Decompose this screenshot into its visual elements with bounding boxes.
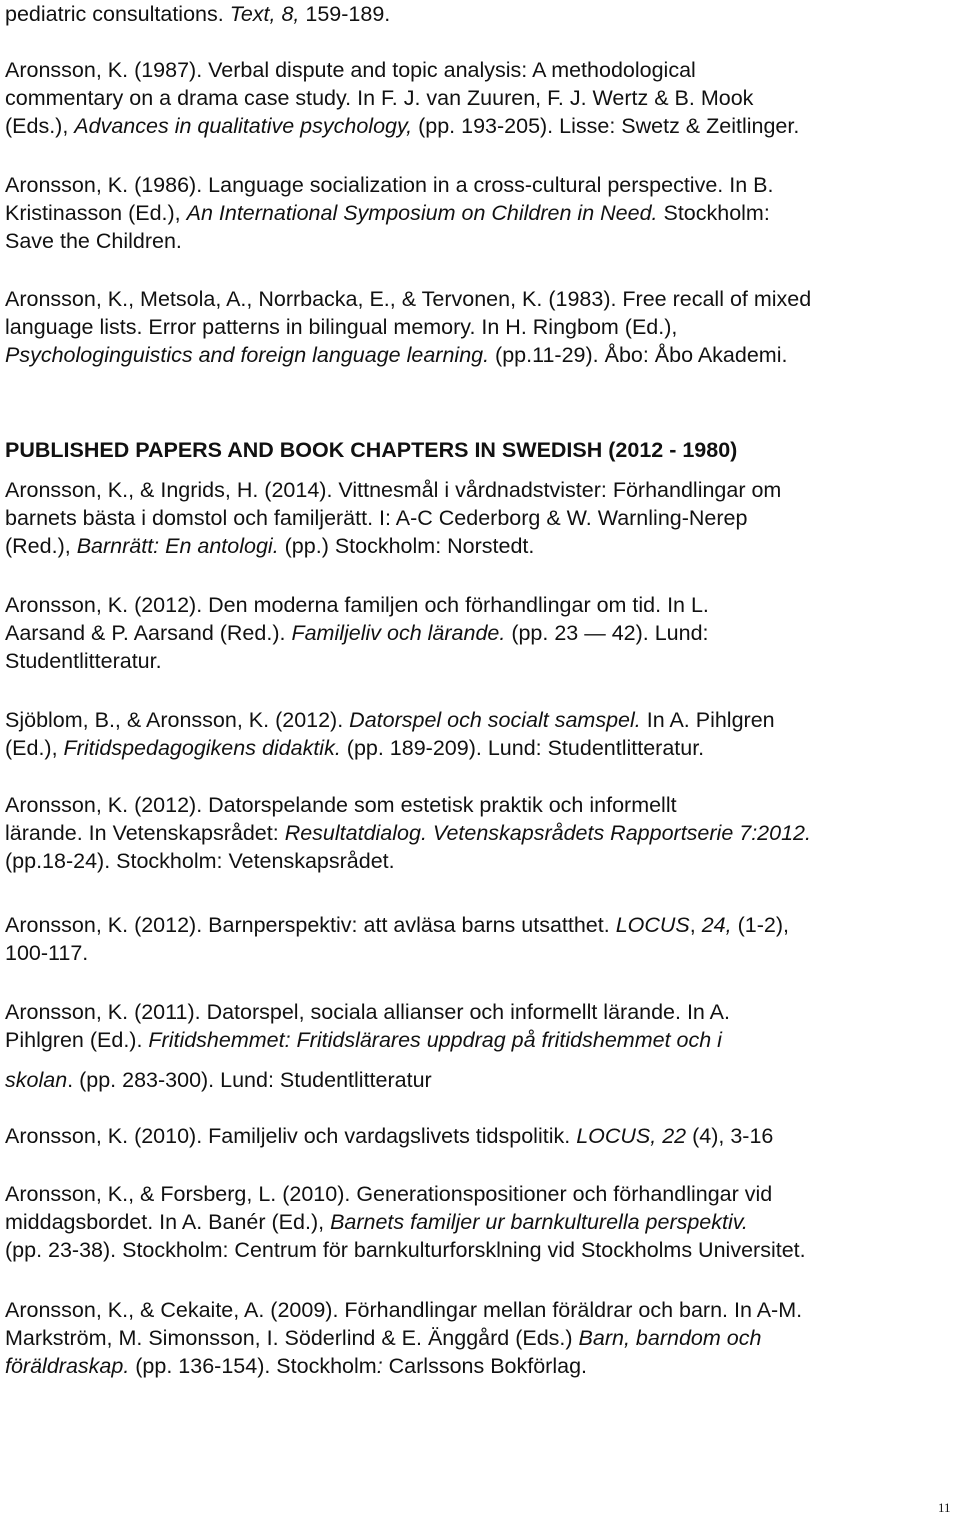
- text-segment: (pp.) Stockholm: Norstedt.: [278, 534, 535, 558]
- text-segment: . (pp. 283-300). Lund: Studentlitteratur: [67, 1068, 432, 1092]
- text-segment: Carlssons Bokförlag.: [382, 1354, 588, 1378]
- reference-line: [5, 112, 799, 140]
- italic-text: Barn, barndom och: [578, 1326, 762, 1350]
- reference-line: [5, 1236, 806, 1264]
- text-segment: Kristinasson (Ed.),: [5, 201, 187, 225]
- text-segment: (1-2),: [731, 913, 789, 937]
- italic-text: Familjeliv och lärande.: [291, 621, 506, 645]
- reference-line: [5, 56, 696, 84]
- italic-text: Resultatdialog. Vetenskapsrådets Rapportserie 7:2012.: [284, 821, 811, 845]
- reference-line: [5, 1352, 587, 1380]
- text-segment: Aarsand & P. Aarsand (Red.).: [5, 621, 292, 645]
- text-segment: language lists. Error patterns in bilingual memory. In H. Ringbom (Ed.),: [5, 315, 678, 339]
- italic-text: Advances in qualitative psychology,: [74, 114, 413, 138]
- text-segment: (Red.),: [5, 534, 77, 558]
- reference-line: [5, 0, 390, 28]
- reference-line: [5, 341, 787, 369]
- reference-line: [5, 1180, 772, 1208]
- reference-line: [5, 227, 182, 255]
- text-segment: middagsbordet. In A. Banér (Ed.),: [5, 1210, 331, 1234]
- italic-text: LOCUS, 22: [576, 1124, 687, 1148]
- reference-line: [5, 504, 747, 532]
- text-segment: (pp. 23-38). Stockholm: Centrum för barnkulturforsklning vid Stockholms Universitet.: [5, 1238, 806, 1262]
- italic-text: Fritidspedagogikens didaktik.: [63, 736, 341, 760]
- reference-line: [5, 939, 88, 967]
- reference-line: [5, 84, 753, 112]
- text-segment: Studentlitteratur.: [5, 649, 162, 673]
- text-segment: lärande. In Vetenskapsrådet:: [5, 821, 285, 845]
- text-segment: (pp. 136-154). Stockholm: [129, 1354, 377, 1378]
- reference-line: [5, 1026, 722, 1054]
- text-segment: (Ed.),: [5, 736, 64, 760]
- reference-line: [5, 847, 395, 875]
- reference-line: [5, 171, 773, 199]
- text-segment: Aronsson, K., & Cekaite, A. (2009). Förhandlingar mellan föräldrar och barn. In A-M.: [5, 1298, 803, 1322]
- text-segment: Pihlgren (Ed.).: [5, 1028, 149, 1052]
- italic-text: LOCUS: [615, 913, 690, 937]
- text-segment: Stockholm:: [657, 201, 770, 225]
- text-segment: Aronsson, K. (1986). Language socialization in a cross-cultural perspective. In B.: [5, 173, 774, 197]
- italic-text: Psychologinguistics and foreign language learning.: [5, 343, 490, 367]
- text-segment: 100-117.: [5, 941, 89, 965]
- text-segment: Aronsson, K. (2012). Datorspelande som estetisk praktik och informellt: [5, 793, 677, 817]
- section-heading: PUBLISHED PAPERS AND BOOK CHAPTERS IN SWEDISH (2012 - 1980): [5, 438, 738, 462]
- reference-line: [5, 532, 534, 560]
- italic-text: 24,: [701, 913, 732, 937]
- text-segment: (pp.11-29). Åbo: Åbo Akademi.: [489, 343, 788, 367]
- reference-line: [5, 1296, 802, 1324]
- text-segment: ,: [689, 913, 702, 937]
- text-segment: (pp. 193-205). Lisse: Swetz & Zeitlinger.: [412, 114, 800, 138]
- text-segment: (Eds.),: [5, 114, 75, 138]
- text-segment: Aronsson, K. (2012). Barnperspektiv: att avläsa barns utsatthet.: [5, 913, 616, 937]
- reference-line: [5, 911, 789, 939]
- reference-line: [5, 591, 709, 619]
- text-segment: Save the Children.: [5, 229, 182, 253]
- text-segment: commentary on a drama case study. In F. J. van Zuuren, F. J. Wertz & B. Mook: [5, 86, 754, 110]
- italic-text: Barnets familjer ur barnkulturella perspektiv.: [330, 1210, 748, 1234]
- reference-line: [5, 647, 162, 675]
- text-segment: Aronsson, K. (1987). Verbal dispute and topic analysis: A methodological: [5, 58, 696, 82]
- italic-text: föräldraskap.: [5, 1354, 130, 1378]
- reference-line: [5, 819, 811, 847]
- text-segment: (4), 3-16: [686, 1124, 774, 1148]
- text-segment: Aronsson, K., Metsola, A., Norrbacka, E., & Tervonen, K. (1983). Free recall of mixed: [5, 287, 812, 311]
- text-segment: Aronsson, K. (2011). Datorspel, sociala allianser och informellt lärande. In A.: [5, 1000, 730, 1024]
- text-segment: Markström, M. Simonsson, I. Söderlind & E. Änggård (Eds.): [5, 1326, 579, 1350]
- reference-line: [5, 791, 677, 819]
- italic-text: :: [376, 1354, 383, 1378]
- reference-line: [5, 1324, 761, 1352]
- text-segment: Aronsson, K., & Forsberg, L. (2010). Generationspositioner och förhandlingar vid: [5, 1182, 773, 1206]
- italic-text: Fritidshemmet: Fritidslärares uppdrag på fritidshemmet och i: [148, 1028, 722, 1052]
- italic-text: An International Symposium on Children in Need.: [186, 201, 658, 225]
- italic-text: Datorspel och socialt samspel.: [349, 708, 641, 732]
- italic-text: skolan: [5, 1068, 68, 1092]
- text-segment: Sjöblom, B., & Aronsson, K. (2012).: [5, 708, 350, 732]
- text-segment: barnets bästa i domstol och familjerätt. I: A-C Cederborg & W. Warnling-Nerep: [5, 506, 748, 530]
- text-segment: 159-189.: [299, 2, 391, 26]
- text-segment: (pp. 23 — 42). Lund:: [505, 621, 709, 645]
- reference-line: [5, 1122, 773, 1150]
- page-number: 11: [938, 1500, 951, 1515]
- reference-line: [5, 285, 811, 313]
- text-segment: (pp. 189-209). Lund: Studentlitteratur.: [340, 736, 705, 760]
- reference-line: [5, 706, 775, 734]
- reference-line: [5, 476, 781, 504]
- text-segment: Aronsson, K. (2012). Den moderna familjen och förhandlingar om tid. In L.: [5, 593, 709, 617]
- reference-line: [5, 998, 730, 1026]
- text-segment: Aronsson, K., & Ingrids, H. (2014). Vittnesmål i vårdnadstvister: Förhandlingar om: [5, 478, 782, 502]
- reference-line: [5, 199, 770, 227]
- text-segment: (pp.18-24). Stockholm: Vetenskapsrådet.: [5, 849, 395, 873]
- reference-line: [5, 313, 677, 341]
- text-segment: In A. Pihlgren: [640, 708, 775, 732]
- italic-text: Barnrätt: En antologi.: [76, 534, 279, 558]
- reference-line: [5, 1066, 432, 1094]
- text-segment: pediatric consultations.: [5, 2, 230, 26]
- text-segment: Aronsson, K. (2010). Familjeliv och vardagslivets tidspolitik.: [5, 1124, 577, 1148]
- italic-text: Text, 8,: [229, 2, 300, 26]
- reference-line: [5, 734, 704, 762]
- reference-line: [5, 619, 709, 647]
- reference-line: [5, 1208, 748, 1236]
